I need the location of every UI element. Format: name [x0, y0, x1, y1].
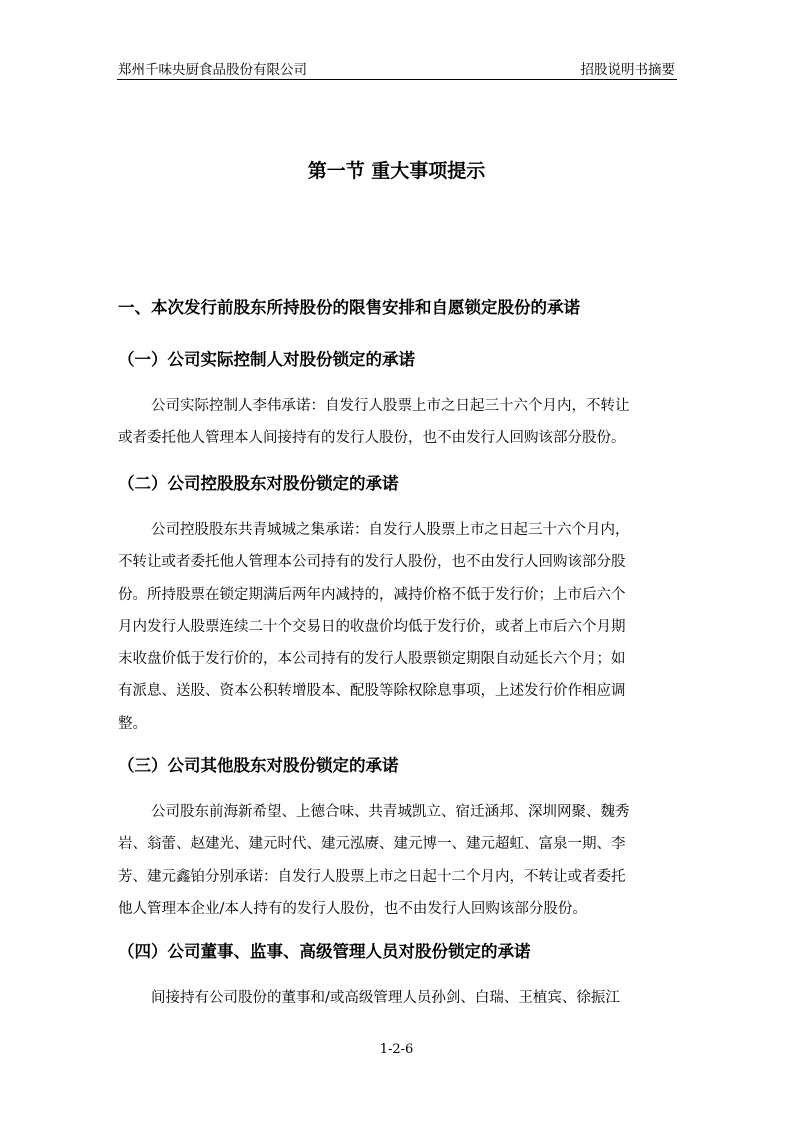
- paragraph-line: 不转让或者委托他人管理本公司持有的发行人股份，也不由发行人回购该部分股: [118, 554, 626, 571]
- paragraph-line: 公司控股股东共青城城之集承诺：自发行人股票上市之日起三十六个月内，: [151, 522, 630, 538]
- paragraph-3: [118, 796, 674, 925]
- paragraph-2: [118, 514, 674, 740]
- paragraph-line: 公司股东前海新希望、上德合味、共青城凯立、宿迁涵邦、深圳网聚、魏秀: [151, 804, 630, 820]
- paragraph-line: 公司实际控制人李伟承诺：自发行人股票上市之日起三十六个月内，不转让: [151, 398, 630, 414]
- paragraph-line: 月内发行人股票连续二十个交易日的收盘价均低于发行价，或者上市后六个月期: [118, 618, 626, 635]
- subsection-heading-4: （四）公司董事、监事、高级管理人员对股份锁定的承诺: [118, 942, 531, 961]
- paragraph-line: 岩、翁蕾、赵建光、建元时代、建元泓赓、建元博一、建元超虹、富泉一期、李: [118, 836, 626, 853]
- header-company: 郑州千味央厨食品股份有限公司: [118, 62, 307, 78]
- paragraph-line: 末收盘价低于发行价的，本公司持有的发行人股票锁定期限自动延长六个月；如: [118, 651, 626, 668]
- header-doc-type: 招股说明书摘要: [580, 62, 675, 78]
- paragraph-1: [118, 390, 674, 455]
- paragraph-line: 份。所持股票在锁定期满后两年内减持的，减持价格不低于发行价；上市后六个: [118, 586, 626, 603]
- paragraph-line: 间接持有公司股份的董事和/或高级管理人员孙剑、白瑞、王植宾、徐振江: [151, 990, 620, 1006]
- paragraph-line: 有派息、送股、资本公积转增股本、配股等除权除息事项，上述发行价作相应调: [118, 683, 626, 700]
- paragraph-line: 他人管理本企业/本人持有的发行人股份，也不由发行人回购该部分股份。: [118, 900, 587, 917]
- header-rule: [117, 79, 677, 80]
- paragraph-4: [118, 982, 674, 1014]
- page-number: 1-2-6: [379, 1042, 414, 1057]
- section-heading-1: 一、本次发行前股东所持股份的限售安排和自愿锁定股份的承诺: [118, 298, 580, 317]
- paragraph-line: 或者委托他人管理本人间接持有的发行人股份，也不由发行人回购该部分股份。: [118, 430, 626, 447]
- page-title: 第一节 重大事项提示: [307, 160, 486, 182]
- subsection-heading-2: （二）公司控股股东对股份锁定的承诺: [118, 474, 399, 493]
- paragraph-line: 芳、建元鑫铂分别承诺：自发行人股票上市之日起十二个月内，不转让或者委托: [118, 868, 626, 885]
- paragraph-line: 整。: [118, 715, 147, 732]
- subsection-heading-1: （一）公司实际控制人对股份锁定的承诺: [118, 350, 415, 369]
- subsection-heading-3: （三）公司其他股东对股份锁定的承诺: [118, 756, 399, 775]
